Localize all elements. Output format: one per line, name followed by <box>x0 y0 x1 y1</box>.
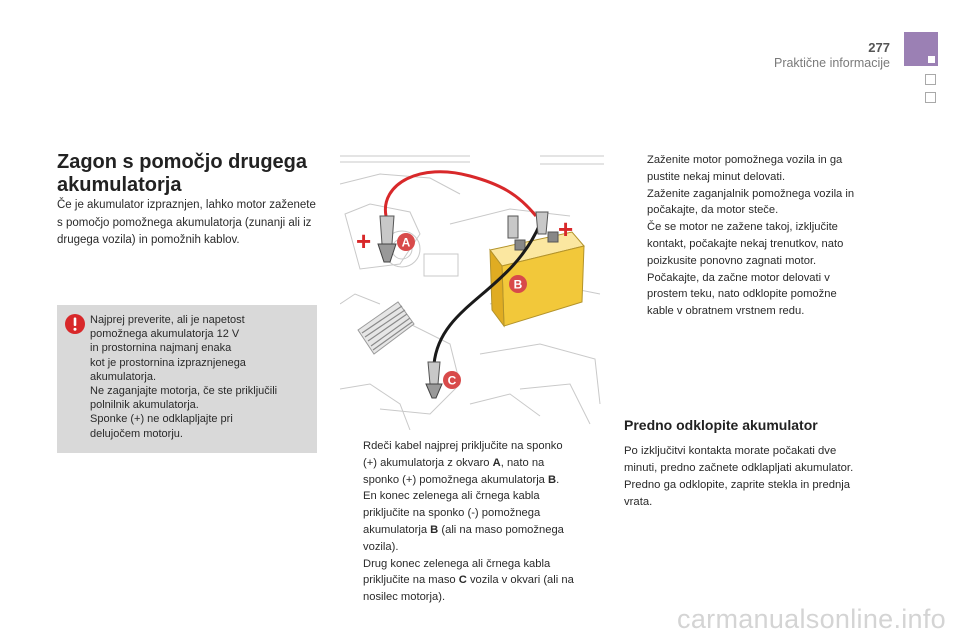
jump-start-illustration <box>340 154 604 430</box>
warning-line: pomožnega akumulatorja 12 V <box>90 328 240 341</box>
subheading: Predno odklopite akumulator <box>624 417 818 433</box>
label-c <box>443 371 461 389</box>
main-heading <box>57 151 327 197</box>
start-steps <box>624 152 896 320</box>
text-line: nosilec motorja). <box>363 591 446 604</box>
list-item <box>340 438 602 488</box>
heading-line: akumulatorja <box>57 174 182 196</box>
text-line: sponko (+) pomožnega akumulatorja B. <box>363 473 560 486</box>
heading-line: Zagon s pomočjo drugega <box>57 151 308 173</box>
text-line: počakajte, da motor steče. <box>647 204 779 217</box>
chapter-tab-empty[interactable] <box>925 92 936 103</box>
text-line: Počakajte, da začne motor delovati v <box>647 271 830 284</box>
connection-steps <box>340 438 602 606</box>
list-item <box>340 488 602 555</box>
warning-line: polnilnik akumulatorja. <box>90 399 199 412</box>
label-a-text: A <box>401 235 411 250</box>
text-line: kable v obratnem vrstnem redu. <box>647 305 805 318</box>
chapter-tab-active[interactable] <box>904 32 938 66</box>
watermark: carmanualsonline.info <box>677 604 946 634</box>
list-item <box>624 152 896 186</box>
warning-line: Sponke (+) ne odklapljajte pri <box>90 413 233 426</box>
text-line: poizkusite ponovno zagnati motor. <box>647 254 817 267</box>
text-line: vozila). <box>363 540 399 553</box>
clamp-b-negative <box>508 216 518 238</box>
intro-paragraph: Če je akumulator izpraznjen, lahko motor zaženete s pomočjo pomožnega akumulatorja (zunanji ali iz drugega vozila) in pomožnih kablov. <box>57 199 316 246</box>
list-item <box>624 270 896 320</box>
warning-line: Najprej preverite, ali je napetost <box>90 314 245 326</box>
warning-line: delujočem motorju. <box>90 427 183 440</box>
label-a <box>397 233 415 251</box>
section-title: Praktične informacije <box>773 56 890 70</box>
label-b-text: B <box>513 277 523 292</box>
warning-line: kot je prostornina izpraznjenega <box>90 356 246 369</box>
plus-sign-left: + <box>356 226 372 256</box>
text-line: En konec zelenega ali črnega kabla <box>363 490 540 503</box>
page-number: 277 <box>868 40 890 55</box>
text-line: kontakt, počakajte nekaj trenutkov, nato <box>647 237 844 250</box>
text-line: Zaženite motor pomožnega vozila in ga <box>647 154 843 166</box>
warning-icon <box>65 314 85 334</box>
plus-sign-right: + <box>558 214 574 244</box>
text-line: priključite na sponko (-) pomožnega <box>363 507 541 520</box>
warning-line: in prostornina najmanj enaka <box>90 342 232 355</box>
warning-line: Ne zaganjajte motorja, če ste priključili <box>90 385 278 398</box>
warning-text <box>90 313 310 441</box>
tab-dot-icon <box>928 56 935 63</box>
text-line: vrata. <box>624 496 653 508</box>
text-line: Rdeči kabel najprej priključite na sponko <box>363 440 563 452</box>
text-line: Predno ga odklopite, zaprite stekla in prednja <box>624 479 851 491</box>
warning-line: akumulatorja. <box>90 370 157 383</box>
chapter-tab-empty[interactable] <box>925 74 936 85</box>
list-item <box>624 186 896 270</box>
label-c-text: C <box>447 373 457 388</box>
text-line: minuti, predno začnete odklapljati akumulator. <box>624 462 854 474</box>
label-b <box>509 275 527 293</box>
clamp-b-positive <box>536 212 548 234</box>
text-line: Zaženite zaganjalnik pomožnega vozila in <box>647 187 855 200</box>
text-line: priključite na maso C vozila v okvari (ali na <box>363 574 574 587</box>
text-line: Po izključitvi kontakta morate počakati dve <box>624 445 837 457</box>
text-line: pustite nekaj minut delovati. <box>647 170 786 183</box>
text-line: Drug konec zelenega ali črnega kabla <box>363 557 551 570</box>
list-item <box>340 556 602 606</box>
text-line: Če se motor ne zažene takoj, izključite <box>647 221 838 234</box>
disconnect-paragraph <box>624 443 894 511</box>
text-line: prostem teku, nato odklopite pomožne <box>647 288 837 301</box>
text-line: (+) akumulatorja z okvaro A, nato na <box>363 456 545 469</box>
text-line: akumulatorja B (ali na maso pomožnega <box>363 523 564 536</box>
warning-box <box>57 305 317 453</box>
